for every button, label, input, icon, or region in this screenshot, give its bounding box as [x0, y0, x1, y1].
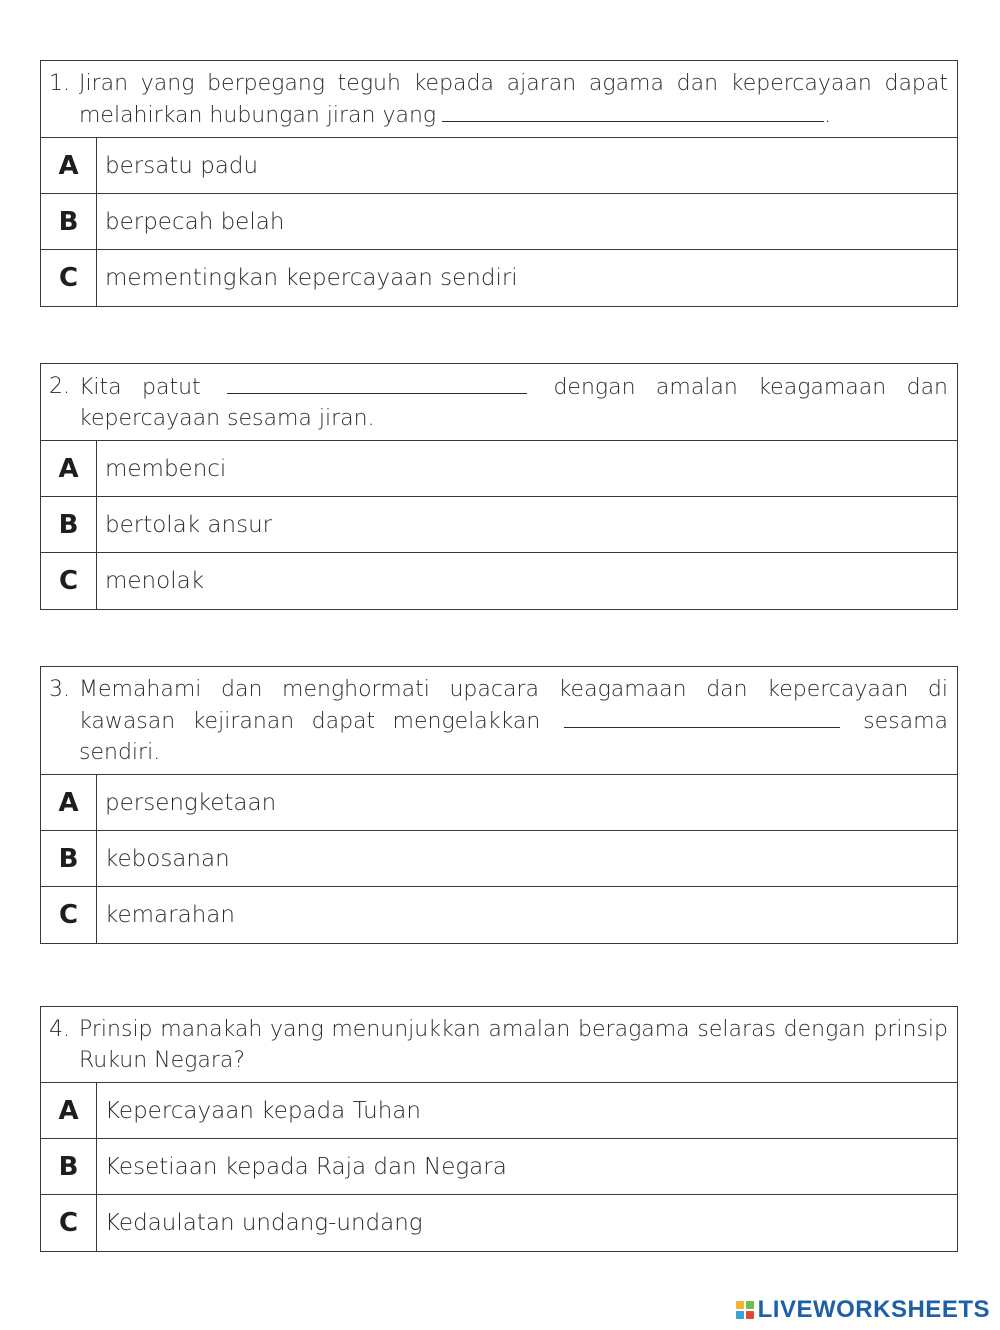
question-1-prompt: [41, 61, 957, 138]
option-text: berpecah belah: [105, 208, 285, 235]
option-a[interactable]: [41, 775, 957, 831]
option-text: bertolak ansur: [105, 511, 273, 538]
question-2: [40, 363, 958, 610]
option-letter: B: [41, 831, 97, 886]
option-c[interactable]: [41, 887, 957, 943]
option-text: Kedaulatan undang-undang: [105, 1210, 423, 1236]
option-letter: A: [41, 1083, 97, 1138]
option-letter: B: [41, 497, 97, 552]
option-b[interactable]: [41, 1139, 957, 1195]
question-number: 3.: [49, 677, 70, 702]
option-b[interactable]: [41, 497, 957, 553]
question-4: [40, 1006, 958, 1252]
question-text-before: Jiran yang berpegang teguh kepada ajaran agama dan kepercayaan dapat melahirkan hubungan jiran yang: [79, 71, 948, 128]
option-letter: A: [41, 775, 97, 830]
question-text-after: .: [824, 103, 832, 128]
question-number: 1.: [49, 71, 70, 96]
option-c[interactable]: [41, 553, 957, 609]
question-3: [40, 666, 958, 944]
logo-text: LIVEWORKSHEETS: [757, 1296, 990, 1323]
option-text: Kesetiaan kepada Raja dan Negara: [105, 1153, 507, 1180]
question-2-prompt: [41, 364, 957, 441]
option-letter: B: [41, 1139, 97, 1194]
question-1: [40, 60, 958, 307]
option-text: membenci: [105, 455, 227, 482]
answer-blank[interactable]: [564, 705, 840, 728]
option-letter: A: [41, 138, 97, 193]
option-letter: C: [41, 553, 97, 609]
option-b[interactable]: [41, 194, 957, 250]
logo-square: [746, 1311, 754, 1319]
answer-blank[interactable]: [227, 371, 527, 394]
answer-blank[interactable]: [442, 99, 824, 122]
question-text-after: sesama sendiri.: [79, 709, 948, 765]
question-text-before: Memahami dan menghormati upacara keagamaan dan kepercayaan di kawasan kejiranan dapat mengelakkan: [79, 677, 948, 734]
logo-square: [736, 1301, 744, 1309]
question-4-prompt: [41, 1007, 957, 1083]
option-letter: C: [41, 887, 97, 943]
option-text: mementingkan kepercayaan sendiri: [105, 265, 518, 291]
question-number: 4.: [49, 1017, 70, 1042]
option-letter: C: [41, 1195, 97, 1251]
option-text: persengketaan: [105, 789, 277, 816]
option-c[interactable]: [41, 1195, 957, 1251]
option-text: kebosanan: [105, 845, 230, 872]
logo-mark-icon: [736, 1301, 754, 1319]
option-letter: C: [41, 250, 97, 306]
option-a[interactable]: [41, 1083, 957, 1139]
option-text: menolak: [105, 568, 205, 594]
option-a[interactable]: [41, 138, 957, 194]
option-text: Kepercayaan kepada Tuhan: [105, 1097, 421, 1124]
question-text-after: dengan amalan keagamaan dan kepercayaan sesama jiran.: [79, 375, 948, 431]
question-text: Prinsip manakah yang menunjukkan amalan beragama selaras dengan prinsip Rukun Negara?: [79, 1017, 948, 1073]
liveworksheets-logo[interactable]: [736, 1296, 990, 1324]
option-b[interactable]: [41, 831, 957, 887]
logo-square: [746, 1301, 754, 1309]
option-letter: B: [41, 194, 97, 249]
question-text-before: Kita patut: [79, 375, 201, 400]
question-number: 2.: [49, 374, 70, 399]
logo-square: [736, 1311, 744, 1319]
option-a[interactable]: [41, 441, 957, 497]
question-3-prompt: [41, 667, 957, 775]
option-c[interactable]: [41, 250, 957, 306]
option-letter: A: [41, 441, 97, 496]
option-text: kemarahan: [105, 902, 235, 928]
option-text: bersatu padu: [105, 152, 259, 179]
